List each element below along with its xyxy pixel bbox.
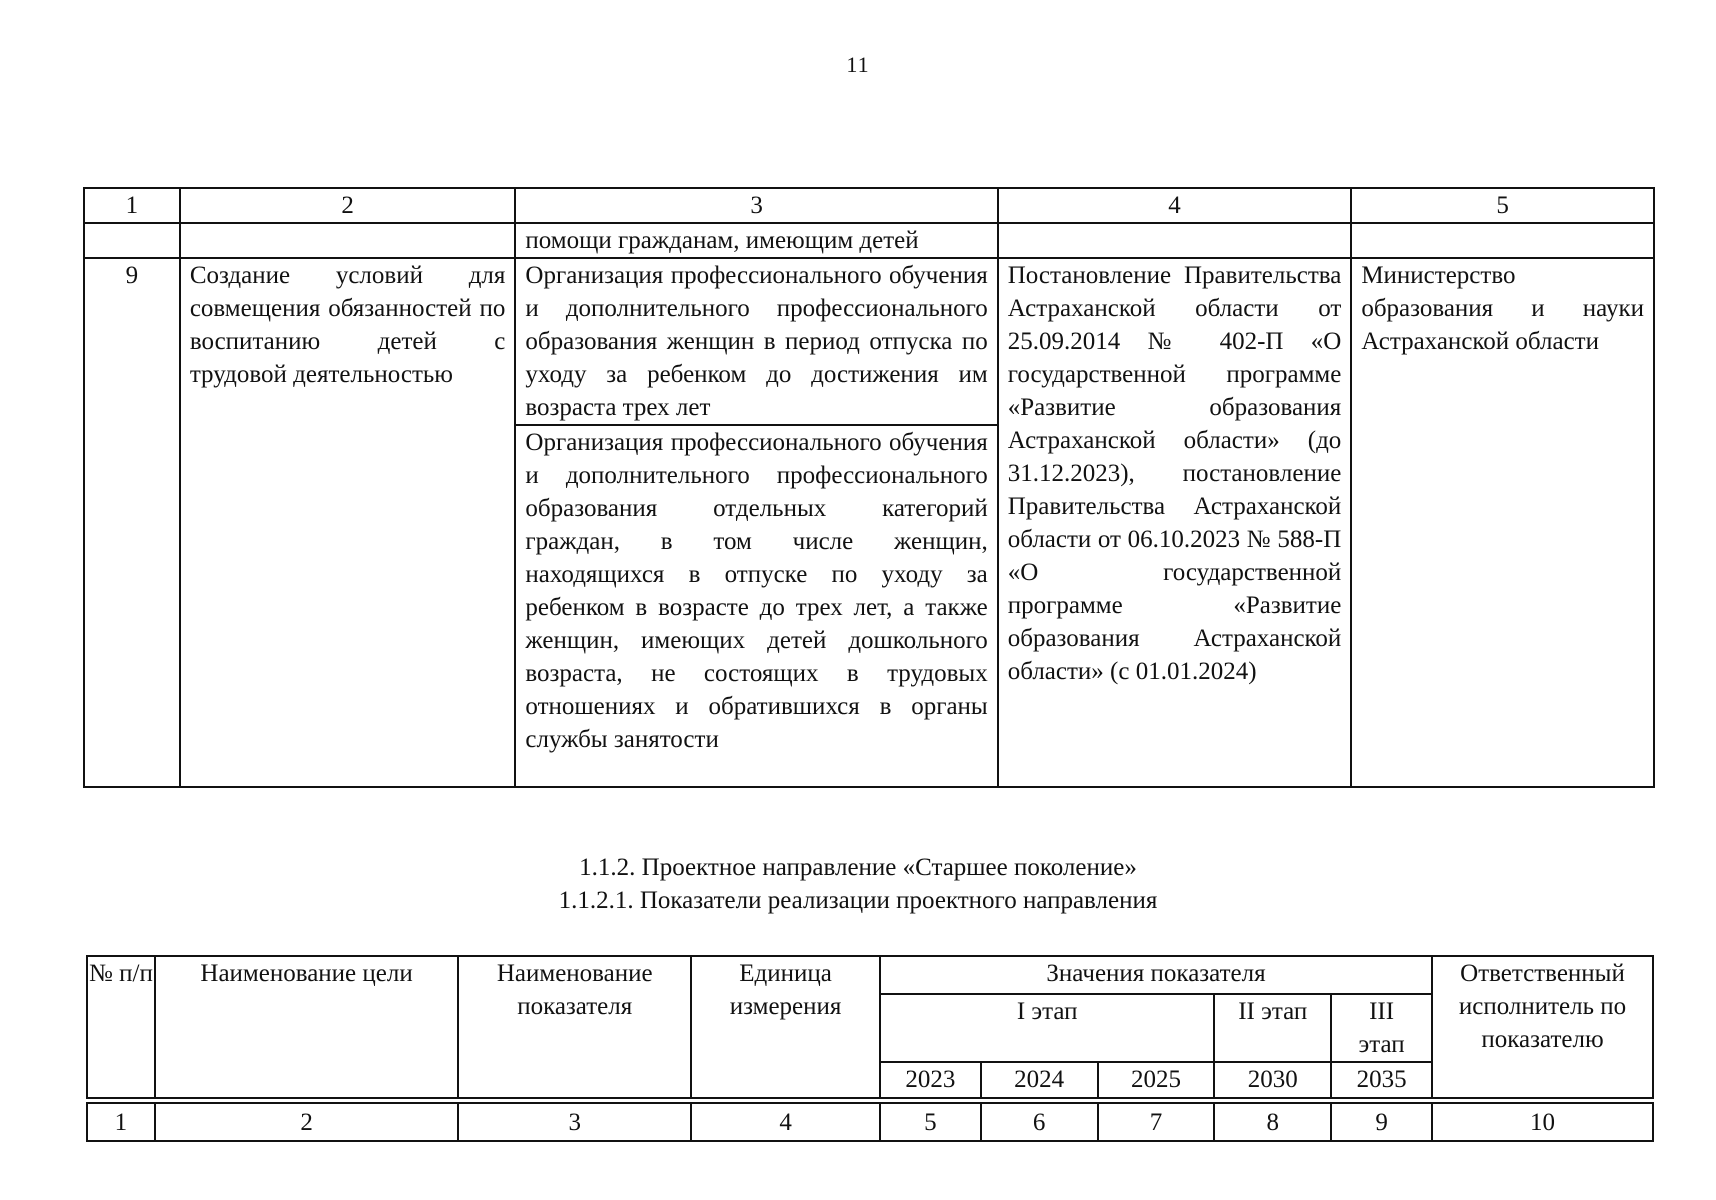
header-values: Значения показателя: [880, 956, 1432, 994]
header-row: [87, 956, 1653, 994]
header-year-2024: 2024: [981, 1062, 1098, 1098]
column-number-1: 1: [84, 188, 180, 223]
legal-basis-cell: Постановление Правительства Астраханской области от 25.09.2014 № 402-П «О государственной программе «Развитие образования Астраханской области» (до 31.12.2023), постановление Правительства Астраханской области от 06.10.2023 № 588-П «О государственной программе «Развитие образования Астраханской области» (с 01.01.2024): [998, 258, 1352, 787]
executor-cell: Министерство образования и науки Астраханской области: [1351, 258, 1654, 787]
header-num: № п/п: [87, 956, 155, 1098]
measures-table: [83, 187, 1655, 788]
column-number-3: 3: [458, 1103, 691, 1141]
column-number-4: 4: [691, 1103, 880, 1141]
header-year-2023: 2023: [880, 1062, 981, 1098]
continuation-row: [84, 223, 1654, 258]
header-executor: Ответственный исполнитель по показателю: [1432, 956, 1653, 1098]
header-unit: Единица измерения: [691, 956, 880, 1098]
goal-cell: Создание условий для совмещения обязанностей по воспитанию детей с трудовой деятельностью: [180, 258, 516, 787]
measure-cell-1: Организация профессионального обучения и дополнительного профессионального образования женщин в период отпуска по уходу за ребенком до достижения им возраста трех лет: [515, 258, 997, 425]
section-subheading: 1.1.2.1. Показатели реализации проектного направления: [558, 887, 1158, 914]
column-number-row: [84, 188, 1654, 223]
column-number-5: 5: [1351, 188, 1654, 223]
column-number-2: 2: [180, 188, 516, 223]
column-number-10: 10: [1432, 1103, 1653, 1141]
column-number-6: 6: [981, 1103, 1098, 1141]
measure-cell-2: Организация профессионального обучения и дополнительного профессионального образования отдельных категорий граждан, в том числе женщин, находящихся в отпуске по уходу за ребенком в возрасте до трех лет, а также женщин, имеющих детей дошкольного возраста, не состоящих в трудовых отношениях и обратившихся в органы службы занятости: [515, 425, 997, 787]
row-number: 9: [84, 258, 180, 787]
page-number: 11: [846, 52, 870, 77]
continuation-text: помощи гражданам, имеющим детей: [515, 223, 997, 258]
header-stage-3: III этап: [1331, 994, 1432, 1062]
column-number-9: 9: [1331, 1103, 1432, 1141]
column-number-8: 8: [1214, 1103, 1331, 1141]
column-number-2: 2: [155, 1103, 458, 1141]
header-stage-1: I этап: [880, 994, 1214, 1062]
column-number-7: 7: [1098, 1103, 1215, 1141]
section-heading: 1.1.2. Проектное направление «Старшее поколение»: [579, 854, 1137, 881]
column-number-1: 1: [87, 1103, 155, 1141]
header-stage-2: II этап: [1214, 994, 1331, 1062]
header-year-2035: 2035: [1331, 1062, 1432, 1098]
column-number-row: [87, 1103, 1653, 1141]
column-number-4: 4: [998, 188, 1352, 223]
table-row: [84, 258, 1654, 425]
header-year-2025: 2025: [1098, 1062, 1215, 1098]
header-year-2030: 2030: [1214, 1062, 1331, 1098]
column-number-3: 3: [515, 188, 997, 223]
header-goal: Наименование цели: [155, 956, 458, 1098]
indicators-table: [86, 955, 1654, 1142]
header-indicator: Наименование показателя: [458, 956, 691, 1098]
column-number-5: 5: [880, 1103, 981, 1141]
